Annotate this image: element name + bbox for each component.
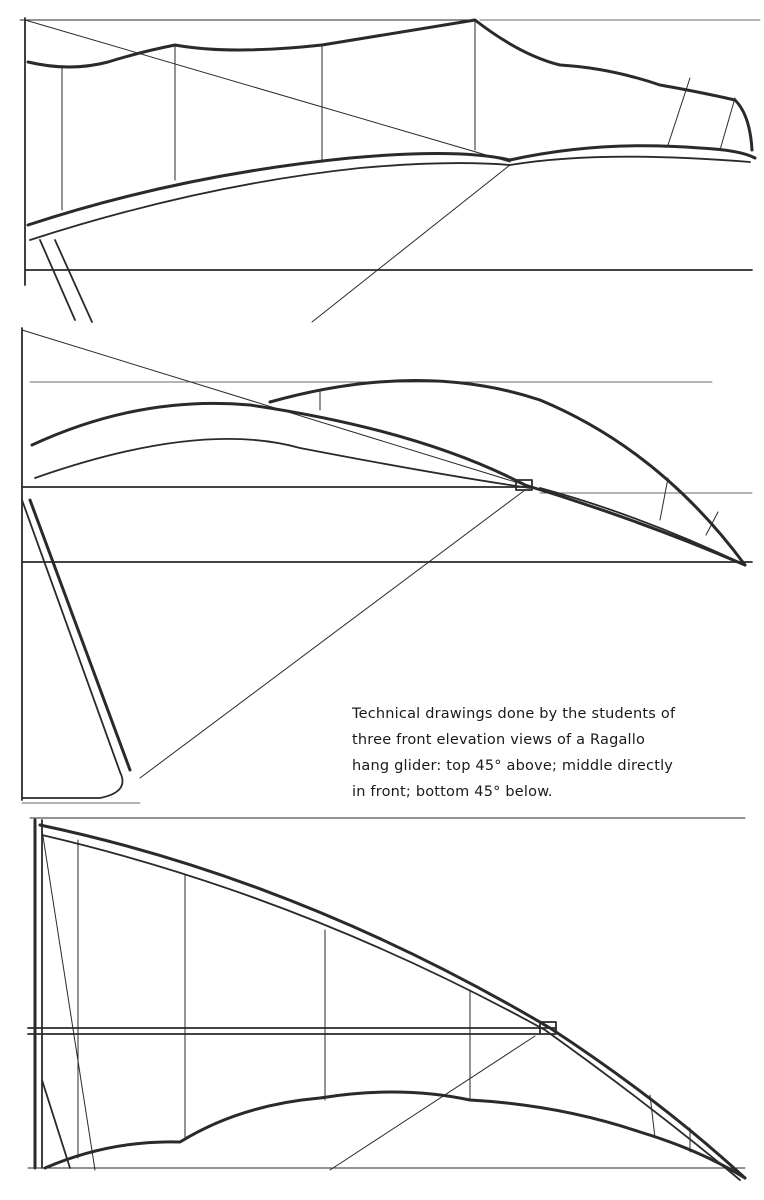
- middle-view-control-frame: [30, 500, 130, 770]
- drawing-bottom-view: [28, 818, 745, 1180]
- figure-caption: [352, 701, 732, 805]
- caption-line-4: in front; bottom 45° below.: [352, 784, 553, 800]
- bottom-view-wire: [42, 830, 95, 1170]
- middle-view-wire: [22, 330, 525, 485]
- drawing-top-view: [20, 18, 760, 322]
- top-view-wire: [25, 20, 510, 162]
- top-view-trailing-edge: [28, 20, 752, 150]
- bottom-view-leading-edge: [40, 825, 745, 1178]
- caption-line-3: hang glider: top 45° above; middle directly: [352, 758, 674, 774]
- caption-line-1: Technical drawings done by the students of: [352, 706, 676, 722]
- bottom-view-trailing-edge: [45, 1092, 745, 1178]
- caption-line-2: three front elevation views of a Ragallo: [352, 732, 646, 748]
- middle-view-leading-edge: [32, 403, 745, 565]
